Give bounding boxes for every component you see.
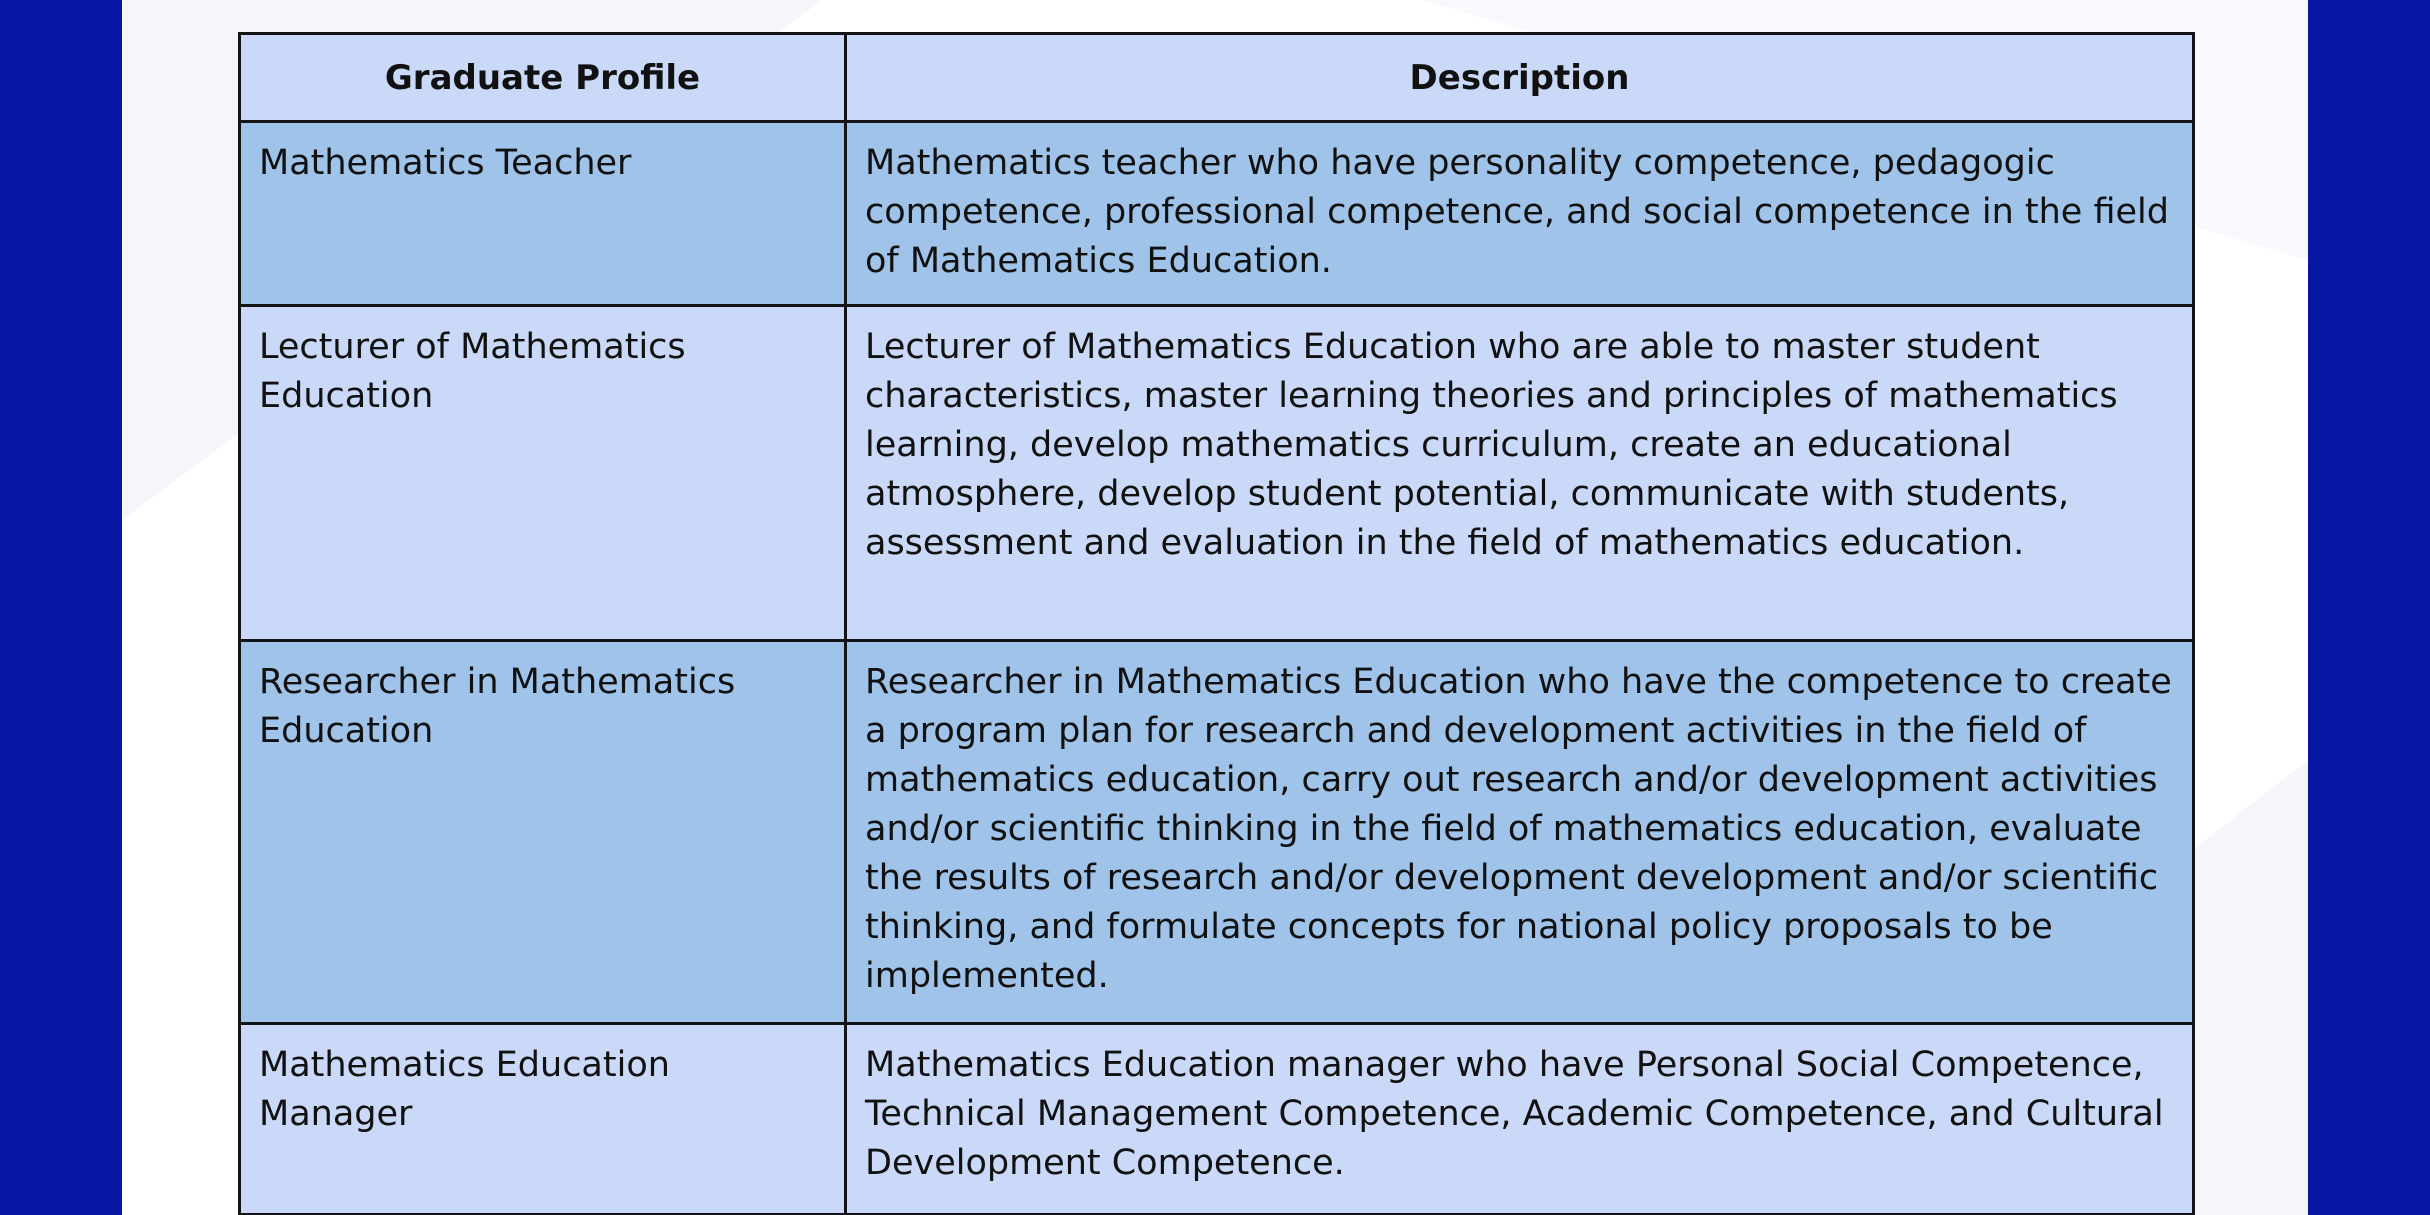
right-frame-bar (2308, 0, 2430, 1215)
description-cell: Mathematics teacher who have personality competence, pedagogic competence, professional competence, and social competence in the field of Mathematics Education. (846, 122, 2194, 306)
profile-cell: Mathematics Education Manager (240, 1024, 846, 1215)
table-row (240, 122, 2194, 306)
table-row (240, 306, 2194, 641)
left-frame-bar (0, 0, 122, 1215)
description-cell: Researcher in Mathematics Education who have the competence to create a program plan for research and development activities in the field of mathematics education, carry out research and/or development activities and/or scientific thinking in the field of mathematics education, evaluate the results of research and/or development development and/or scientific thinking, and formulate concepts for national policy proposals to be implemented. (846, 641, 2194, 1024)
description-cell: Mathematics Education manager who have Personal Social Competence, Technical Management Competence, Academic Competence, and Cultural Development Competence. (846, 1024, 2194, 1215)
header-graduate-profile: Graduate Profile (240, 34, 846, 122)
description-cell: Lecturer of Mathematics Education who are able to master student characteristics, master learning theories and principles of mathematics learning, develop mathematics curriculum, create an educational atmosphere, develop student potential, communicate with students, assessment and evaluation in the field of mathematics education. (846, 306, 2194, 641)
profile-cell: Mathematics Teacher (240, 122, 846, 306)
profile-cell: Researcher in Mathematics Education (240, 641, 846, 1024)
table-row (240, 641, 2194, 1024)
header-description: Description (846, 34, 2194, 122)
table-row (240, 1024, 2194, 1215)
table-header-row (240, 34, 2194, 122)
slide-panel (122, 0, 2308, 1215)
profile-cell: Lecturer of Mathematics Education (240, 306, 846, 641)
graduate-profile-table (238, 32, 2195, 1215)
